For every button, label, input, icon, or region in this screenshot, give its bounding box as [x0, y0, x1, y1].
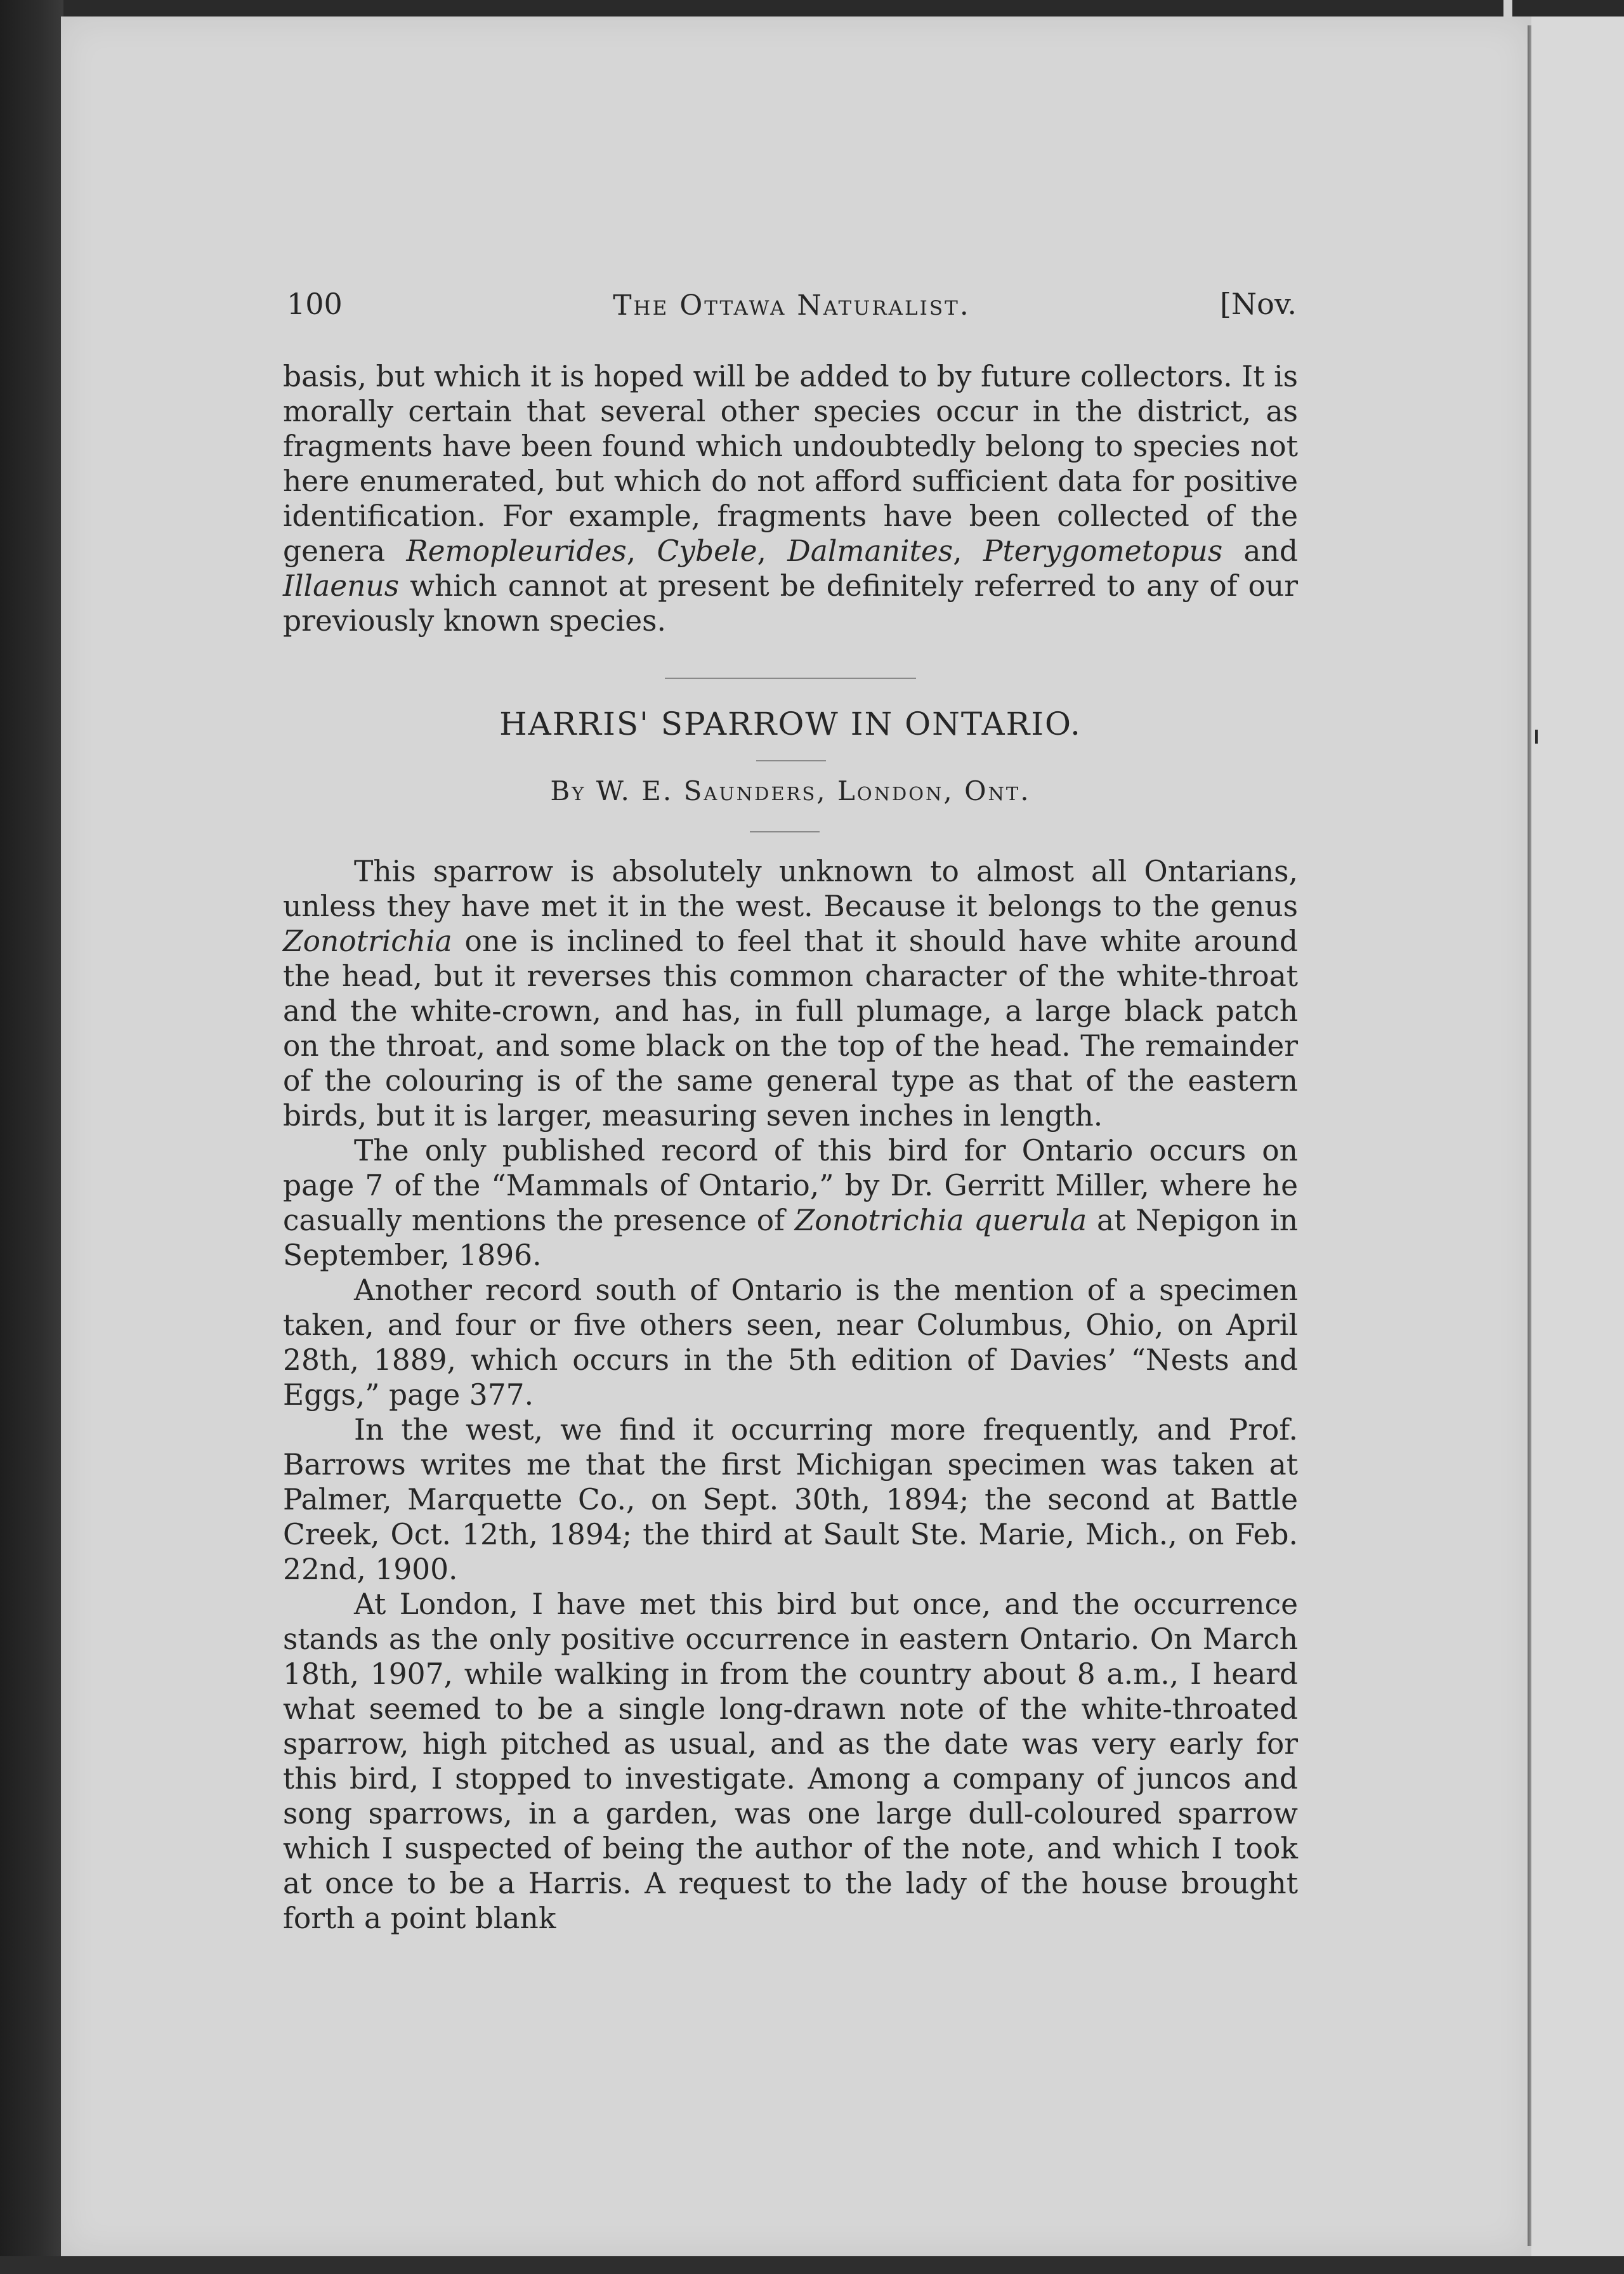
- byline-block: [283, 775, 1298, 806]
- scan-left-border: [0, 0, 63, 2274]
- genus-name: Illaenus: [283, 569, 400, 603]
- body-paragraph: Another record south of Ontario is the mention of a specimen taken, and four or five others seen, near Columbus, Ohio, on April 28th, 1889, which occurs in the 5th edition of Davies’ “Nests and Eggs,” page 377.: [283, 1273, 1298, 1412]
- text-run: This sparrow is absolutely unknown to almost all Ontarians, unless they have met it in the west. Because it belongs to the genus: [283, 855, 1298, 923]
- body-paragraph: At London, I have met this bird but once, and the occurrence stands as the only positive occurrence in eastern Ontario. On March 18th, 1907, while walking in from the country about 8 a.m., I heard what seemed to be a single long-drawn note of the white-throated sparrow, high pitched as usual, and as the date was very early for this bird, I stopped to investigate. Among a company of juncos and song sparrows, in a garden, was one large dull-coloured sparrow which I suspected of being the author of the note, and which I took at once to be a Harris. A request to the lady of the house brought forth a point blank: [283, 1587, 1298, 1935]
- article-body: [283, 854, 1298, 1936]
- text-run: and: [1222, 534, 1298, 568]
- facing-page-speck: [1535, 730, 1538, 744]
- corner-fleck: [1503, 0, 1512, 18]
- page-number: 100: [287, 287, 343, 321]
- title-rule: [756, 760, 826, 761]
- issue-month: [Nov.: [1219, 287, 1297, 321]
- text-run: at Nepigon in September, 1896.: [283, 1204, 1298, 1272]
- genus-name: Remopleurides: [406, 534, 627, 568]
- text-run: basis, but which it is hoped will be added to by future collectors. It is morally certain that several other species occur in the district, as fragments have been found which undoubtedly belong to species not here enumerated, but which do not afford sufficient data for positive identification. For example, fragments have been collected of the genera: [283, 360, 1298, 568]
- running-head: [287, 287, 1297, 325]
- text-run: ,: [626, 534, 657, 568]
- continued-article: [283, 359, 1298, 638]
- text-run: which cannot at present be definitely referred to any of our previously known species.: [283, 569, 1298, 638]
- genus-name: Dalmanites: [787, 534, 953, 568]
- text-run: ,: [757, 534, 788, 568]
- article-title: HARRIS' SPARROW IN ONTARIO.: [499, 706, 1082, 742]
- genus-name: Cybele: [657, 534, 757, 568]
- continued-paragraph: [283, 359, 1298, 638]
- scan-bottom-border: [0, 2256, 1624, 2274]
- article-header: [283, 706, 1298, 742]
- body-paragraph: [283, 1133, 1298, 1273]
- section-divider: [665, 678, 916, 679]
- genus-name: Zonotrichia: [283, 924, 452, 958]
- journal-title: The Ottawa Naturalist.: [613, 289, 971, 322]
- facing-page-edge: [1531, 16, 1624, 2256]
- body-paragraph: In the west, we find it occurring more frequently, and Prof. Barrows writes me that the first Michigan specimen was taken at Palmer, Marquette Co., on Sept. 30th, 1894; the second at Battle Creek, Oct. 12th, 1894; the third at Sault Ste. Marie, Mich., on Feb. 22nd, 1900.: [283, 1413, 1298, 1586]
- byline: By W. E. Saunders, London, Ont.: [550, 775, 1031, 806]
- text-run: one is inclined to feel that it should have white around the head, but it reverses this common character of the white-throat and the white-crown, and has, in full plumage, a large black patch on the throat, and some black on the top of the head. The remainder of the colouring is of the same general type as that of the eastern birds, but it is larger, measuring seven inches in length.: [283, 924, 1298, 1133]
- genus-name: Pterygometopus: [983, 534, 1223, 568]
- byline-rule: [750, 831, 820, 832]
- species-name: Zonotrichia querula: [794, 1204, 1087, 1237]
- text-run: The only published record of this bird for Ontario occurs on page 7 of the “Mammals of Ontario,” by Dr. Gerritt Miller, where he casually mentions the presence of: [283, 1134, 1298, 1237]
- text-run: ,: [953, 534, 983, 568]
- body-paragraph: [283, 854, 1298, 1133]
